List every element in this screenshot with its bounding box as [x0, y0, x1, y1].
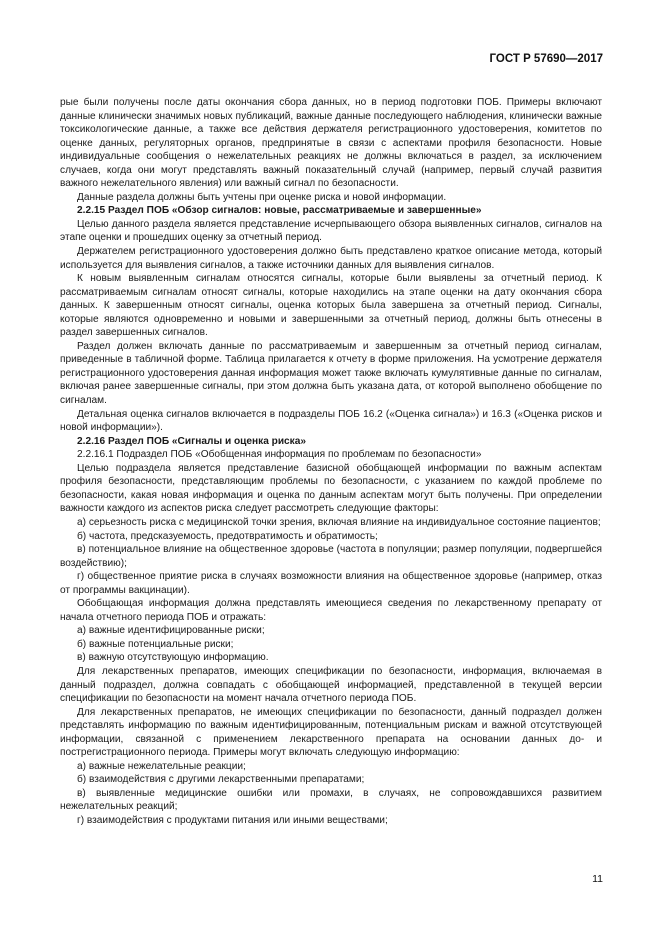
- paragraph: Данные раздела должны быть учтены при оценке риска и новой информации.: [77, 191, 447, 203]
- paragraph: а) серьезность риска с медицинской точки зрения, включая влияние на индивидуальное состояние пациентов;: [77, 516, 601, 528]
- section-heading: 2.2.15 Раздел ПОБ «Обзор сигналов: новые, рассматриваемые и завершенные»: [77, 205, 482, 217]
- paragraph: а) важные идентифицированные риски;: [77, 625, 265, 637]
- paragraph: рые были получены после даты окончания сбора данных, но в период подготовки ПОБ. Примеры включают данные клинически значимых новых публикаций, важные данные последующего наблюдения, клинически важные токсикологические данные, а также все действия держателя регистрационного удостоверения, комитетов по оценке данных, регуляторных органов, предпринятые в связи с аспектами профиля безопасности. Новые индивидуальные сообщения о нежелательных реакциях не должны включаться в раздел, за исключением случаев, когда они могут представлять важный показательный случай (например, первый случай развития важного нежелательного явления) или важный сигнал по безопасности.: [60, 97, 602, 190]
- paragraph: Обобщающая информация должна представлять имеющиеся сведения по лекарственному препарату от начала отчетного периода ПОБ и отражать:: [60, 598, 602, 623]
- paragraph: 2.2.16.1 Подраздел ПОБ «Обобщенная информация по проблемам по безопасности»: [77, 449, 482, 461]
- paragraph: Раздел должен включать данные по рассматриваемым и завершенным за отчетный период сигналам, приведенные в табличной форме. Таблица прилагается к отчету в форме приложения. На усмотрение держателя регистрационного удостоверения данная информация может также включать кумулятивные данные по сигналам, включая ранее завершенные сигналы, при этом должна быть указана дата, от которой выполнено обобщение по сигналам.: [60, 340, 602, 407]
- document-body: [60, 96, 602, 828]
- paragraph: Держателем регистрационного удостоверения должно быть представлено краткое описание метода, который используется для выявления сигналов, а также источники данных для выявления сигналов.: [60, 246, 602, 271]
- paragraph: в) выявленные медицинские ошибки или промахи, в случаях, не сопровождавшихся развитием нежелательных реакций;: [60, 787, 602, 813]
- paragraph: б) важные потенциальные риски;: [77, 638, 234, 650]
- page-number: 11: [592, 873, 603, 885]
- paragraph: К новым выявленным сигналам относятся сигналы, которые были выявлены за отчетный период. К рассматриваемым сигналам относят сигналы, которые находились на этапе оценки на дату окончания сбора данных. К завершенным относят сигналы, оценка которых была завершена за отчетный период. Сигналы, которые являются одновременно и новыми и завершенными за отчетный период, должны быть отнесены в раздел завершенных сигналов.: [60, 273, 602, 339]
- paragraph: Детальная оценка сигналов включается в подразделы ПОБ 16.2 («Оценка сигнала») и 16.3 («Оценка рисков и новой информации»).: [60, 408, 602, 434]
- paragraph: Целью данного раздела является представление исчерпывающего обзора выявленных сигналов, сигналов на этапе оценки и прошедших оценку за отчетный период.: [60, 218, 602, 244]
- paragraph: б) взаимодействия с другими лекарственными препаратами;: [77, 774, 365, 786]
- paragraph: б) частота, предсказуемость, предотвратимость и обратимость;: [77, 530, 378, 542]
- paragraph: Для лекарственных препаратов, имеющих спецификации по безопасности, информация, включаемая в данный подраздел, должна совпадать с обобщающей информацией, представленной в текущей версии спецификации по безопасности на момент начала отчетного периода ПОБ.: [60, 665, 602, 705]
- paragraph: в) важную отсутствующую информацию.: [77, 652, 269, 664]
- paragraph: г) общественное приятие риска в случаях возможности влияния на общественное здоровье (например, отказ от программы вакцинации).: [60, 571, 602, 596]
- paragraph: Целью подраздела является представление базисной обобщающей информации по важным аспектам профиля безопасности, представляющим проблемы по безопасности, с указанием по каждой проблеме по безопасности, какая новая информация и оценка по данным аспектам могут быть получены. При определении важности каждого из аспектов риска следует рассмотреть следующие факторы:: [60, 462, 602, 515]
- section-heading: 2.2.16 Раздел ПОБ «Сигналы и оценка риска»: [77, 435, 307, 447]
- paragraph: Для лекарственных препаратов, не имеющих спецификации по безопасности, данный подраздел должен представлять информацию по важным идентифицированным, потенциальным рискам и важной отсутствующей информации, связанной с применением лекарственного препарата на основании данных до- и пострегистрационного периода. Примеры могут включать следующую информацию:: [60, 706, 602, 759]
- paragraph: а) важные нежелательные реакции;: [77, 760, 246, 772]
- paragraph: в) потенциальное влияние на общественное здоровье (частота в популяции; размер популяции, подвергшейся воздействию);: [60, 544, 602, 569]
- document-header: ГОСТ Р 57690—2017: [489, 53, 603, 65]
- paragraph: г) взаимодействия с продуктами питания или иными веществами;: [77, 814, 388, 826]
